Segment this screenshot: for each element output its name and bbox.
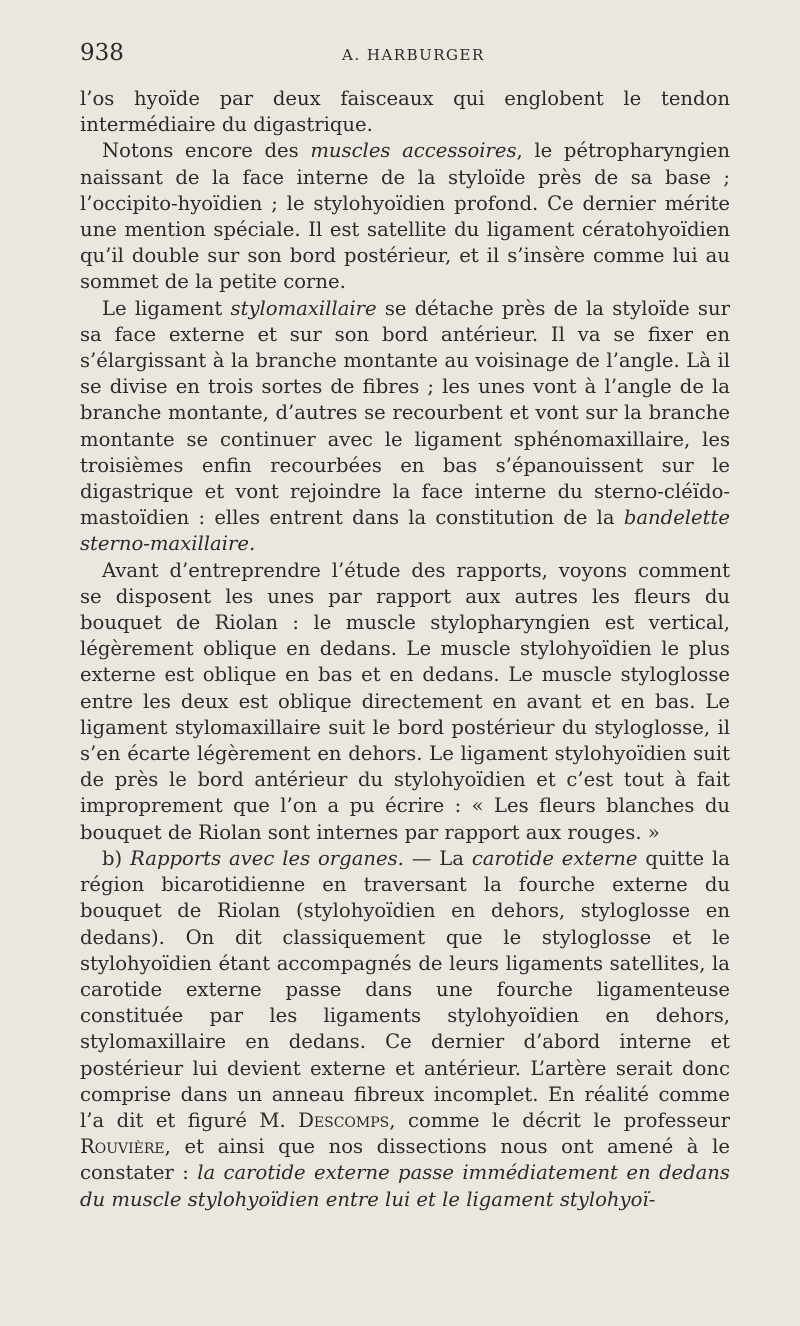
page-number: 938 bbox=[80, 40, 124, 66]
italic-term: stylomaxillaire bbox=[230, 296, 377, 320]
italic-term: carotide externe bbox=[471, 846, 638, 870]
body-text bbox=[80, 86, 730, 1213]
running-head: A. HARBURGER bbox=[342, 46, 485, 64]
author-name: Rouvière bbox=[80, 1135, 165, 1159]
paragraph-2: Notons encore des muscles accessoires, le pétropharyngien naissant de la face interne de la styloïde près de sa base ; l’occipito-hyoïdien ; le stylohyoïdien profond. Ce dernier mérite une mention spéciale. Il est satellite du ligament cératohyoïdien qu’il double sur son bord postérieur, et il s’insère comme lui au sommet de la petite corne. bbox=[80, 139, 730, 294]
paragraph-1: l’os hyoïde par deux faisceaux qui englobent le tendon intermédiaire du digastrique. bbox=[80, 87, 730, 137]
paragraph-4: Avant d’entreprendre l’étude des rapports, voyons comment se disposent les unes par rapport aux autres les fleurs du bouquet de Riolan : le muscle stylopharyngien est vertical, légèrement oblique en dedans. Le muscle stylohyoïdien le plus externe est oblique en bas et en dedans. Le muscle styloglosse entre les deux est oblique directement en avant et en bas. Le ligament stylomaxillaire suit le bord postérieur du styloglosse, il s’en écarte légèrement en dehors. Le ligament stylohyoïdien suit de près le bord antérieur du stylohyoïdien et c’est tout à fait improprement que l’on a pu écrire : « Les fleurs blanches du bouquet de Riolan sont internes par rapport aux rouges. » bbox=[80, 558, 730, 844]
author-name: Descomps bbox=[298, 1108, 390, 1132]
paragraph-5: b) Rapports avec les organes. — La carotide externe quitte la région bicarotidienne en traversant la fourche externe du bouquet de Riolan (stylohyoïdien en dehors, styloglosse en dedans). On dit classiquement que le styloglosse et le stylohyoïdien étant accompagnés de leurs ligaments satellites, la carotide externe passe dans une fourche ligamenteuse constituée par les ligaments stylohyoïdien en dehors, stylomaxillaire en dedans. Ce dernier d’abord interne et postérieur lui devient externe et antérieur. L’artère serait donc comprise dans un anneau fibreux incomplet. En réalité comme l’a dit et figuré M. Descomps, comme le décrit le professeur Rouvière, et ainsi que nos dissections nous ont amené à le constater : la carotide externe passe immédiatement en dedans du muscle stylohyoïdien entre lui et le ligament stylohyoï- bbox=[80, 846, 730, 1211]
italic-term: muscles accessoires bbox=[310, 139, 517, 163]
italic-emphasis: la carotide externe passe immédiatement en dedans du muscle stylohyoïdien entre lui et le ligament stylohyoï- bbox=[80, 1161, 730, 1211]
paragraph-3: Le ligament stylomaxillaire se détache près de la styloïde sur sa face externe et sur son bord antérieur. Il va se fixer en s’élargissant à la branche montante au voisinage de l’angle. Là il se divise en trois sortes de fibres ; les unes vont à l’angle de la branche montante, d’autres se recourbent et vont sur la branche montante se continuer avec le ligament sphénomaxillaire, les troisièmes enfin recourbées en bas s’épanouissent sur le digastrique et vont rejoindre la face interne du sterno-cléïdo-mastoïdien : elles entrent dans la constitution de la bandelette sterno-maxillaire. bbox=[80, 296, 730, 556]
section-heading-italic: Rapports avec les organes. bbox=[130, 846, 404, 870]
italic-term: bandelette sterno-maxillaire bbox=[80, 506, 730, 556]
page-header bbox=[80, 40, 730, 84]
